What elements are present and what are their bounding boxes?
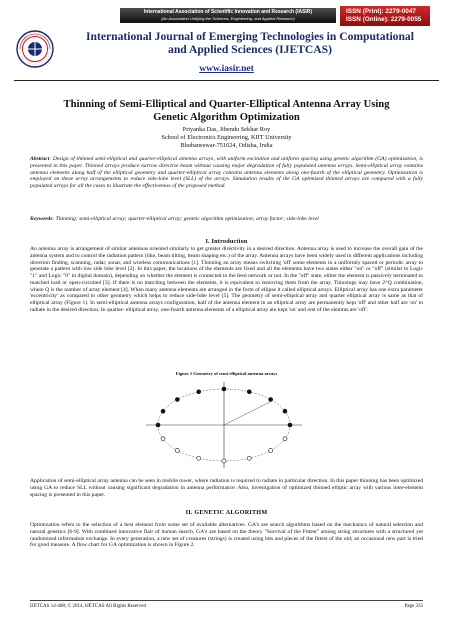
footer-divider (30, 600, 423, 601)
array-element (197, 390, 201, 394)
introduction-paragraph-1: An antenna array is arrangement of similar antennas oriented similarly to get greater directivity in a desired direction. Antenna array is used to increase the overall gain of the antenna system and to control the radiation pattern (like, beam tilting, beam shaping etc.) of the array. Antenna arrays have been widely used in different applications including direction finding, scanning, radar, sonar, and wireless communications [1]. Thinning an array means switching 'off' some elements in a uniformly spaced or periodic array to generate a pattern with low side lobe level [2]. In this paper, the locations of the elements are fixed and all the elements have two states either "on" or "off" (similar to Logic "1" and Logic "0" in digital domain), depending on whether the element is connected to the feed network or not. In the "off" state, either the element is passively terminated to matched load or open-circuited [3]. If there is no matching between the elements, it is equivalent to removing them from the array. Thinnings may have 2^Q combination, where Q is the number of array element [4]. When many antenna elements are arranged in the form of ellipse it called elliptical arrays. Elliptical array has one extra parameter 'eccentricity' as compared to other geometry which helps to reduce side-lobe level [5]. The geometry of semi-elliptical array and quarter elliptical array is same as that of elliptical array (Figure 1). In semi-elliptical antenna arrays configuration, half of the antenna element in an elliptical array are permanently kept 'off' and other half are 'on' to radiate in the desired direction. In quarter- elliptical array, one-fourth antenna elements of a elliptical array are kept 'on' and rest of the elemnts are 'off'. (30, 246, 423, 313)
authors: Priyanka Das, Jibendu Sekhar Roy (182, 126, 271, 133)
issn-box (340, 6, 430, 26)
paper-title-line1: Thinning of Semi-Elliptical and Quarter-Elliptical Antenna Array Using (63, 99, 390, 110)
keywords (30, 216, 423, 223)
figure-1-caption: Figure 1 Geometry of semi-elliptical antenna arrays (175, 371, 278, 376)
array-element (222, 459, 226, 463)
array-element (161, 409, 165, 413)
journal-title (62, 30, 438, 56)
journal-header-bar (0, 8, 453, 24)
paper-title-line2: Genetic Algorithm Optimization (153, 112, 300, 123)
array-element (197, 456, 201, 460)
abstract (30, 156, 423, 190)
issn-print: ISSN (Print): 2279-0047 (346, 8, 416, 15)
array-element (269, 448, 273, 452)
footer-page-number: Page 335 (404, 604, 423, 609)
figure-radius-line (224, 401, 272, 425)
array-element (283, 437, 287, 441)
array-element (283, 409, 287, 413)
array-element (222, 387, 226, 391)
section-heading-introduction: I. Introduction (205, 238, 248, 245)
abstract-text: : Design of thinned semi-elliptical and quarter-elliptical antenna arrays, with uniform excitation and uniform spacing using genetic algorithm (GA) optimization, is presented in this paper. Thinned arrays produce narrow directive beam without causing major degradation of fully populated antenna arrays. Semi-elliptical array contains antenna elements along half of the elliptical geometry and quarter-elliptical array contains antenna elements along one-fourth of the elliptical geometry. Optimization is employed on these array arrangements to reduce side-lobe level (SLL) of the arrays. Simulation results of the GA optimized thinned arrays are compared with a fully populated arrays for all the cases to illustrate the effectiveness of the proposed method. (30, 156, 423, 189)
header-divider (14, 80, 439, 81)
journal-title-line1: International Journal of Emerging Technologies in Computational (86, 30, 414, 43)
journal-website-link[interactable]: www.iasir.net (199, 64, 254, 74)
paper-title (30, 98, 423, 124)
introduction-paragraph-2: Application of semi-elliptical array antenna can be seen in mobile tower, where radiation is required to radiate in particular direction. In this paper thinning has been optimized using GA to reduce SLL without causing significant degradation in antenna performance. Also, investigation of optimized thinned elliptic array with various inter-element spacing is presented in this paper. (30, 478, 423, 498)
array-element (269, 398, 273, 402)
array-element (161, 437, 165, 441)
genetic-algorithm-paragraph-1: Optimization refers to the selection of a best element from some set of available alternatives. GA's are search algorithms based on the mechanics of natural selection and natural genetics [6-9]. With combined innovative flair of human search, GA's are based on the theory "Survival of the Fittest" among string structures with a structured yet randomized information exchange. In every generation, a new set of creatures (strings) is created using bits and pieces of the fittest of the old; an occasional new part is tried for good measure. A flow chart for GA optimization is shown in Figure 2. (30, 522, 423, 549)
affiliation: School of Electronics Engineering, KIIT University (161, 134, 292, 141)
keywords-text: : Thinning; semi-elliptical array; quarter-elliptical array; genetic algorithm optimization; array factor; side-lobe level (52, 216, 319, 222)
array-element (175, 448, 179, 452)
association-banner (120, 8, 336, 23)
array-element (247, 456, 251, 460)
footer-copyright: IJETCAS 14-408; © 2014, IJETCAS All Rights Reserved (30, 604, 147, 609)
array-element (247, 390, 251, 394)
association-name: International Association of Scientific Innovation and Research (IASIR) (143, 9, 313, 15)
section-heading-genetic-algorithm: II. GENETIC ALGORITHM (185, 509, 268, 516)
association-tagline: (An Association Unifying the Sciences, Engineering, and Applied Research) (161, 16, 295, 21)
figure-1-semi-elliptical-array (140, 378, 308, 472)
array-element (288, 423, 292, 427)
abstract-label: Abstract (30, 156, 50, 162)
journal-title-line2: and Applied Sciences (IJETCAS) (168, 43, 332, 56)
array-element (156, 423, 160, 427)
keywords-label: Keywords (30, 216, 53, 222)
location: Bhubaneswar-751024, Odisha, India (180, 142, 273, 149)
journal-logo (16, 30, 54, 68)
array-element (175, 398, 179, 402)
issn-online: ISSN (Online): 2279-0055 (346, 16, 422, 23)
